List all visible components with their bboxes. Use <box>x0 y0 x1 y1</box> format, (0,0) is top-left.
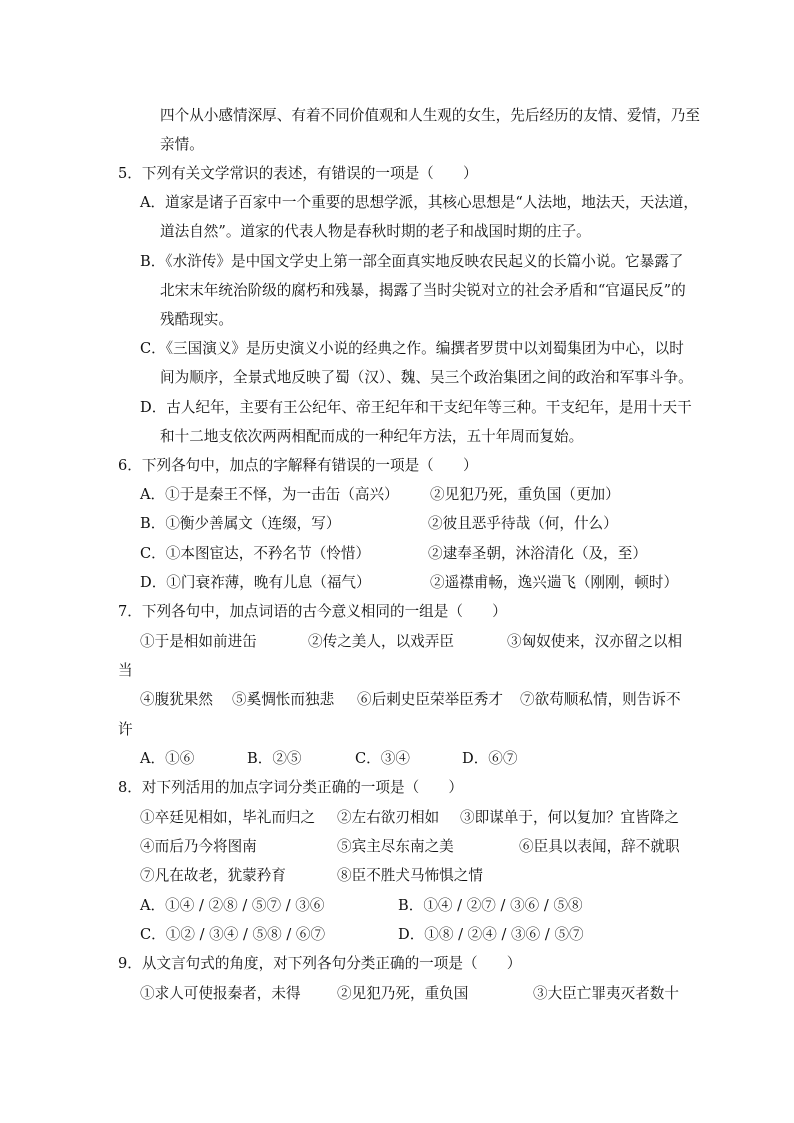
q8-item-3: ③即谋单于，何以复加？宜皆降之 <box>460 809 679 826</box>
q6-option-a-right: ②见犯乃死，重负国（更加） <box>430 486 620 503</box>
q9-item-3: ③大臣亡罪夷灭者数十 <box>533 985 679 1002</box>
q9-stem: 9．从文言句式的角度，对下列各句分类正确的一项是（ ） <box>118 955 522 972</box>
q5-option-d-line2: 和十二地支依次两两相配而成的一种纪年方法，五十年周而复始。 <box>160 428 584 445</box>
q6-option-a-left: A．①于是秦王不怿，为一击缶（高兴） <box>140 486 399 503</box>
q5-option-d-line1: D．古人纪年，主要有王公纪年、帝王纪年和干支纪年等三种。干支纪年，是用十天干 <box>140 399 692 416</box>
q7-item-6: ⑥后刺史臣荣举臣秀才 <box>357 691 503 708</box>
q8-item-1: ①卒廷见相如，毕礼而归之 <box>140 809 316 826</box>
q5-option-c-line2: 间为顺序，全景式地反映了蜀（汉）、魏、吴三个政治集团之间的政治和军事斗争。 <box>160 369 693 386</box>
q7-stem: 7．下列各句中，加点词语的古今意义相同的一组是（ ） <box>118 603 507 620</box>
intro-line-2: 亲情。 <box>160 136 204 153</box>
q8-item-5: ⑤宾主尽东南之美 <box>337 838 454 855</box>
q6-stem: 6．下列各句中，加点的字解释有错误的一项是（ ） <box>118 457 478 474</box>
q6-option-c-right: ②逮奉圣朝，沐浴清化（及，至） <box>428 545 647 562</box>
q9-item-1: ①求人可使报秦者，未得 <box>140 985 301 1002</box>
q7-item-1: ①于是相如前进缶 <box>140 633 257 650</box>
q7-option-a: A．①⑥ <box>140 750 195 767</box>
q5-option-c-line1: C．《三国演义》是历史演义小说的经典之作。编撰者罗贯中以刘蜀集团为中心，以时 <box>140 340 684 357</box>
q8-stem: 8．对下列活用的加点字词分类正确的一项是（ ） <box>118 779 463 796</box>
q7-item-7-tail: 许 <box>118 721 133 738</box>
q5-stem: 5．下列有关文学常识的表述，有错误的一项是（ ） <box>118 165 478 182</box>
q8-item-4: ④而后乃今将图南 <box>140 838 257 855</box>
q9-item-2: ②见犯乃死，重负国 <box>337 985 469 1002</box>
q7-item-2: ②传之美人，以戏弄臣 <box>308 633 454 650</box>
q7-item-3: ③匈奴使来，汉亦留之以相 <box>507 633 683 650</box>
q6-option-c-left: C．①本图宦达，不矜名节（怜惜） <box>140 545 371 562</box>
q6-option-d-left: D．①门衰祚薄，晚有儿息（福气） <box>140 574 371 591</box>
q6-option-b-right: ②彼且恶乎待哉（何，什么） <box>428 515 618 532</box>
q5-option-a-line1: A．道家是诸子百家中一个重要的思想学派，其核心思想是“人法地，地法天，天法道， <box>140 194 698 211</box>
q7-item-4: ④腹犹果然 <box>140 691 213 708</box>
q8-item-8: ⑧臣不胜犬马怖惧之情 <box>337 867 483 884</box>
intro-line-1: 四个从小感情深厚、有着不同价值观和人生观的女生，先后经历的友情、爱情，乃至 <box>160 107 700 124</box>
q8-item-2: ②左右欲刃相如 <box>337 809 440 826</box>
q7-item-5: ⑤奚惆怅而独悲 <box>232 691 335 708</box>
q5-option-b-line1: B．《水浒传》是中国文学史上第一部全面真实地反映农民起义的长篇小说。它暴露了 <box>140 253 684 270</box>
q7-option-d: D．⑥⑦ <box>462 750 518 767</box>
q5-option-b-line2: 北宋末年统治阶级的腐朽和残暴，揭露了当时尖锐对立的社会矛盾和“官逼民反”的 <box>160 282 686 299</box>
q8-item-6: ⑥臣具以表闻，辞不就职 <box>519 838 680 855</box>
q8-item-7: ⑦凡在故老，犹蒙矜育 <box>140 867 286 884</box>
q6-option-b-left: B．①衡少善属文（连缀，写） <box>140 515 341 532</box>
q6-option-d-right: ②遥襟甫畅，逸兴遄飞（刚刚，顿时） <box>430 574 679 591</box>
q8-option-c: C．①② / ③④ / ⑤⑧ / ⑥⑦ <box>140 926 326 943</box>
q7-option-b: B．②⑤ <box>247 750 302 767</box>
q7-item-3-tail: 当 <box>118 662 133 679</box>
q8-option-a: A．①④ / ②⑧ / ⑤⑦ / ③⑥ <box>140 897 325 914</box>
q8-option-b: B．①④ / ②⑦ / ③⑥ / ⑤⑧ <box>398 897 583 914</box>
q7-item-7: ⑦欲苟顺私情，则告诉不 <box>520 691 681 708</box>
q5-option-b-line3: 残酷现实。 <box>160 311 233 328</box>
q8-option-d: D．①⑧ / ②④ / ③⑥ / ⑤⑦ <box>398 926 584 943</box>
q5-option-a-line2: 道法自然”。道家的代表人物是春秋时期的老子和战国时期的庄子。 <box>160 223 591 240</box>
q7-option-c: C．③④ <box>355 750 410 767</box>
